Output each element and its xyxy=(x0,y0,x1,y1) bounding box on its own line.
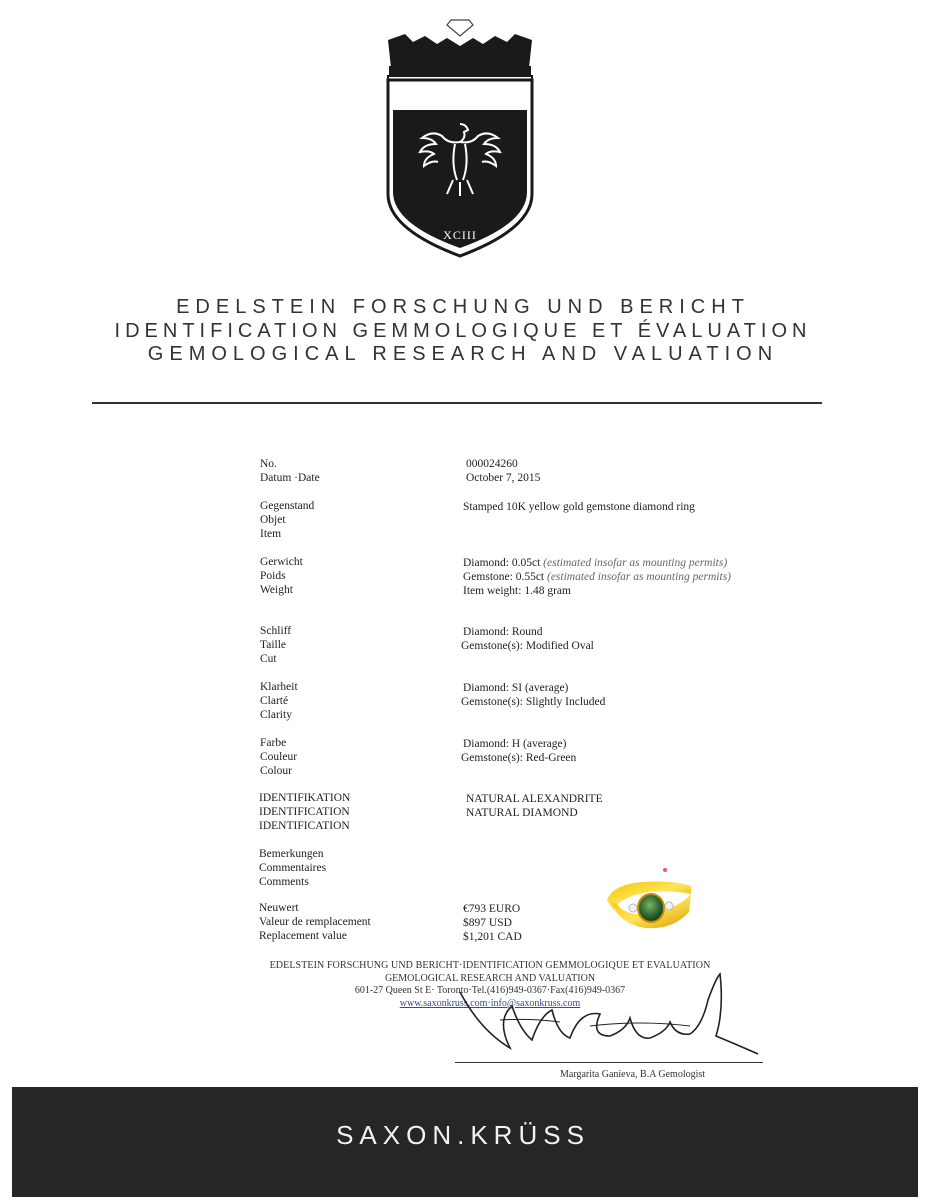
clarity-gemstone: Gemstone(s): Slightly Included xyxy=(461,696,606,708)
cut-gemstone: Gemstone(s): Modified Oval xyxy=(461,640,594,652)
value-euro: €793 EURO xyxy=(463,903,521,915)
weight-gemstone-note: (estimated insofar as mounting permits) xyxy=(547,571,731,583)
colour-gemstone: Gemstone(s): Red-Green xyxy=(461,752,577,764)
cut-label-en: Cut xyxy=(260,653,277,665)
value-label-de: Neuwert xyxy=(259,902,299,914)
weight-diamond xyxy=(463,557,727,571)
clarity-label-fr: Clarté xyxy=(260,695,289,707)
colour-label-en: Colour xyxy=(260,765,292,777)
weight-label-fr: Poids xyxy=(260,570,286,582)
item-weight: Item weight: 1.48 gram xyxy=(463,585,571,597)
signatory-name: Margarita Ganieva, B.A Gemologist xyxy=(560,1069,706,1080)
date-label: Datum ·Date xyxy=(260,472,320,484)
item-label-en: Item xyxy=(260,528,282,540)
identification-label-en: IDENTIFICATION xyxy=(259,820,350,832)
colour-label-fr: Couleur xyxy=(260,751,298,763)
header-divider xyxy=(92,402,822,404)
colour-label-de: Farbe xyxy=(260,737,287,749)
weight-diamond-note: (estimated insofar as mounting permits) xyxy=(543,557,728,569)
value-usd: $897 USD xyxy=(463,917,512,929)
weight-label-en: Weight xyxy=(260,584,293,596)
footer-web-link[interactable]: www.saxonkruss.com·info@saxonkruss.com xyxy=(399,997,581,1009)
title-german: EDELSTEIN FORSCHUNG UND BERICHT xyxy=(176,296,750,318)
clarity-diamond: Diamond: SI (average) xyxy=(463,682,569,694)
signature-line xyxy=(455,1062,763,1063)
item-label-fr: Objet xyxy=(260,514,286,526)
comments-label-de: Bemerkungen xyxy=(259,848,324,860)
cut-label-de: Schliff xyxy=(260,625,292,637)
report-number: 000024260 xyxy=(466,458,518,470)
cut-diamond: Diamond: Round xyxy=(463,626,543,638)
clarity-label-en: Clarity xyxy=(260,709,292,721)
colour-diamond: Diamond: H (average) xyxy=(463,738,567,750)
ring-image-icon xyxy=(603,862,695,940)
crest-inscription: XCIII xyxy=(443,228,477,242)
value-cad: $1,201 CAD xyxy=(463,931,522,943)
cut-label-fr: Taille xyxy=(260,639,287,651)
crest-shield-icon xyxy=(385,14,535,264)
item-value: Stamped 10K yellow gold gemstone diamond ring xyxy=(463,501,695,513)
weight-label-de: Gerwicht xyxy=(260,556,303,568)
identification-gemstone: NATURAL ALEXANDRITE xyxy=(466,793,603,805)
footer-title-line: EDELSTEIN FORSCHUNG UND BERICHT·IDENTIFICATION GEMMOLOGIQUE ET EVALUATION xyxy=(269,960,711,971)
crest-logo xyxy=(385,14,535,264)
clarity-label-de: Klarheit xyxy=(260,681,298,693)
signature-scribble-icon xyxy=(440,970,760,1070)
report-date: October 7, 2015 xyxy=(466,472,541,484)
weight-diamond-value: Diamond: 0.05ct xyxy=(463,557,541,569)
item-label-de: Gegenstand xyxy=(260,500,315,512)
identification-label-de: IDENTIFIKATION xyxy=(259,792,351,804)
footer-subtitle-line: GEMOLOGICAL RESEARCH AND VALUATION xyxy=(384,972,596,984)
weight-gemstone-value: Gemstone: 0.55ct xyxy=(463,571,545,583)
identification-label-fr: IDENTIFICATION xyxy=(259,806,350,818)
comments-label-fr: Commentaires xyxy=(259,862,327,874)
comments-label-en: Comments xyxy=(259,876,309,888)
brand-name: SAXON.KRÜSS xyxy=(336,1120,590,1150)
title-french: IDENTIFICATION GEMMOLOGIQUE ET ÉVALUATION xyxy=(114,320,812,342)
weight-gemstone xyxy=(463,571,731,585)
value-label-en: Replacement value xyxy=(259,930,347,942)
identification-diamond: NATURAL DIAMOND xyxy=(466,807,578,819)
signature xyxy=(440,970,760,1070)
value-label-fr: Valeur de remplacement xyxy=(259,916,371,928)
ring-photo xyxy=(603,862,695,940)
no-label: No. xyxy=(260,458,277,470)
footer-contact-line: 601-27 Queen St E· Toronto·Tel.(416)949-0367·Fax(416)949-0367 xyxy=(354,985,626,996)
title-english: GEMOLOGICAL RESEARCH AND VALUATION xyxy=(147,343,779,365)
